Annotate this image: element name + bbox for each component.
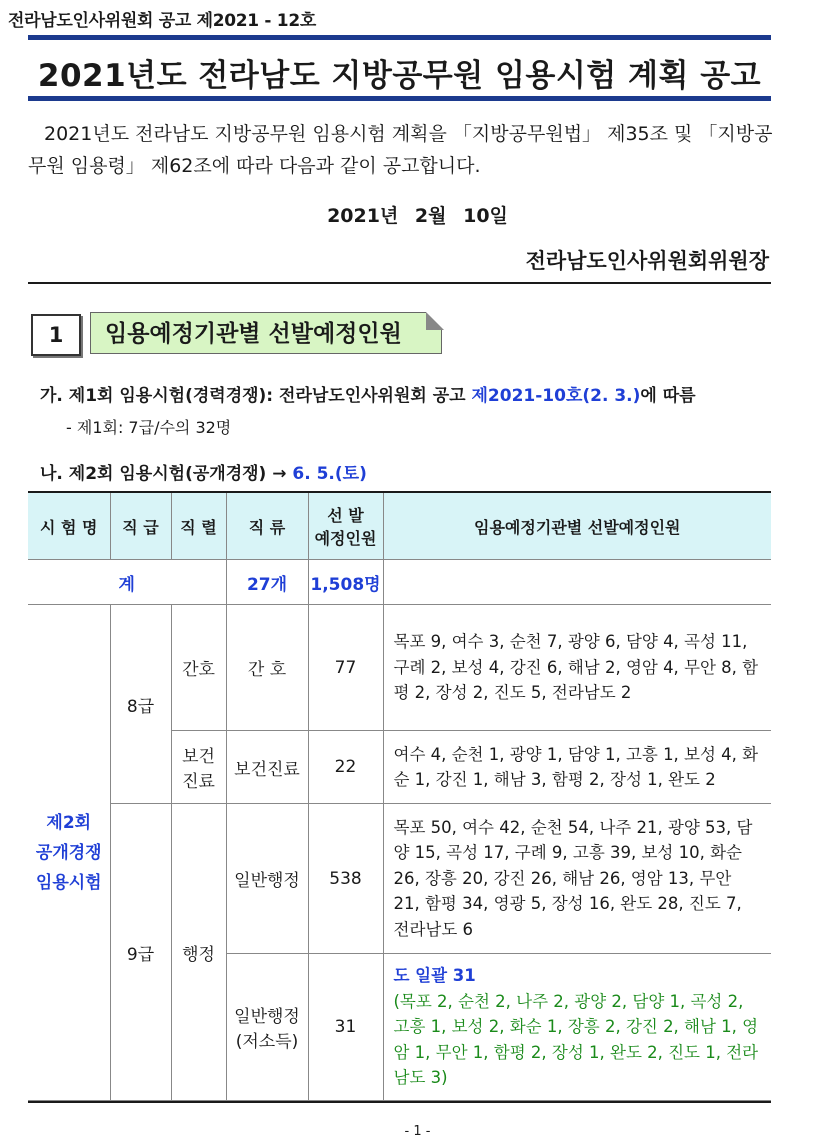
subsection-na: [40, 459, 367, 484]
notice-number: 전라남도인사위원회 공고 제2021 - 12호: [8, 11, 316, 31]
detail-head: 도 일괄 31: [393, 966, 476, 986]
detail-cell: [383, 954, 771, 1101]
table-header-row: [28, 492, 771, 560]
count-cell: 31: [308, 954, 383, 1101]
total-row: [28, 560, 771, 605]
category-cell: 보건진료: [226, 731, 308, 804]
subsection-ga-suffix: 에 따름: [640, 386, 696, 406]
header-category: 직 류: [226, 492, 308, 560]
notice-date: 2021년 2월 10일: [327, 205, 508, 227]
grade-9: 9급: [110, 804, 171, 1101]
header-exam: 시 험 명: [28, 492, 110, 560]
series-line2: 진료: [182, 772, 215, 792]
header-count-line2: 예정인원: [314, 529, 377, 548]
total-detail: [383, 560, 771, 605]
total-categories: 27개: [226, 560, 308, 605]
page-number: - 1 -: [404, 1124, 431, 1139]
detail-cell: 여수 4, 순천 1, 광양 1, 담양 1, 고흥 1, 보성 4, 화순 1, 강진 1, 해남 3, 함평 2, 장성 1, 완도 2: [383, 731, 771, 804]
table-row: [28, 804, 771, 954]
subsection-ga-prefix: 가. 제1회 임용시험(경력경쟁): 전라남도인사위원회 공고: [40, 386, 472, 406]
signer: 전라남도인사위원회위원장: [525, 249, 769, 273]
subsection-ga-ref: 제2021-10호(2. 3.): [471, 386, 641, 406]
detail-breakdown: (목포 2, 순천 2, 나주 2, 광양 2, 담양 1, 곡성 2, 고흥 1, 보성 2, 화순 1, 장흥 2, 강진 2, 해남 1, 영암 1, 무안 1, 함평 2, 장성 1, 완도 2, 진도 1, 전라남도 3): [393, 991, 759, 1088]
grade-8: 8급: [110, 605, 171, 804]
category-line2: (저소득): [235, 1032, 299, 1052]
header-series: 직 렬: [171, 492, 226, 560]
divider: [28, 282, 771, 284]
category-cell: [226, 954, 308, 1101]
table-row: [28, 605, 771, 731]
series-cell: [171, 731, 226, 804]
header-count: [308, 492, 383, 560]
session-name: [28, 605, 110, 1101]
series-line1: 보건: [182, 747, 215, 767]
count-cell: 77: [308, 605, 383, 731]
subsection-ga-item: - 제1회: 7급/수의 32명: [66, 418, 232, 437]
intro-paragraph: 2021년도 전라남도 지방공무원 임용시험 계획을 「지방공무원법」 제35조 및 「지방공무원 임용령」 제62조에 따라 다음과 같이 공고합니다.: [28, 123, 773, 177]
title-top-bar: [28, 35, 771, 40]
bottom-divider: [28, 1101, 771, 1103]
total-label: 계: [28, 560, 226, 605]
section-number: 1: [31, 314, 81, 356]
session-line3: 임용시험: [35, 872, 102, 893]
category-cell: 일반행정: [226, 804, 308, 954]
count-cell: 538: [308, 804, 383, 954]
section-title: 임용예정기관별 선발예정인원: [90, 312, 442, 354]
series-cell: 행정: [171, 804, 226, 1101]
subsection-na-prefix: 나. 제2회 임용시험(공개경쟁) →: [40, 464, 293, 484]
section-title-corner: [426, 312, 444, 330]
detail-cell: 목포 50, 여수 42, 순천 54, 나주 21, 광양 53, 담양 15, 곡성 17, 구례 9, 고흥 39, 보성 10, 화순 26, 장흥 20, 강진 26, 해남 26, 영암 13, 무안 21, 함평 34, 영광 5, 장성 16, 완도 28, 진도 7, 전라남도 6: [383, 804, 771, 954]
page-title: 2021년도 전라남도 지방공무원 임용시험 계획 공고: [37, 58, 762, 94]
count-cell: 22: [308, 731, 383, 804]
title-bottom-bar: [28, 96, 771, 101]
header-grade: 직 급: [110, 492, 171, 560]
header-count-line1: 선 발: [327, 506, 364, 525]
session-line1: 제2회: [46, 812, 92, 833]
category-line1: 일반행정: [234, 1007, 300, 1027]
total-count: 1,508명: [308, 560, 383, 605]
subsection-ga: [40, 381, 696, 406]
series-cell: 간호: [171, 605, 226, 731]
header-detail: 임용예정기관별 선발예정인원: [383, 492, 771, 560]
session-line2: 공개경쟁: [35, 842, 102, 863]
category-cell: 간 호: [226, 605, 308, 731]
detail-cell: 목포 9, 여수 3, 순천 7, 광양 6, 담양 4, 곡성 11, 구례 2, 보성 4, 강진 6, 해남 2, 영암 4, 무안 8, 함평 2, 장성 2, 진도 5, 전라남도 2: [383, 605, 771, 731]
recruitment-table: [28, 491, 771, 1101]
subsection-na-date: 6. 5.(토): [292, 464, 367, 484]
